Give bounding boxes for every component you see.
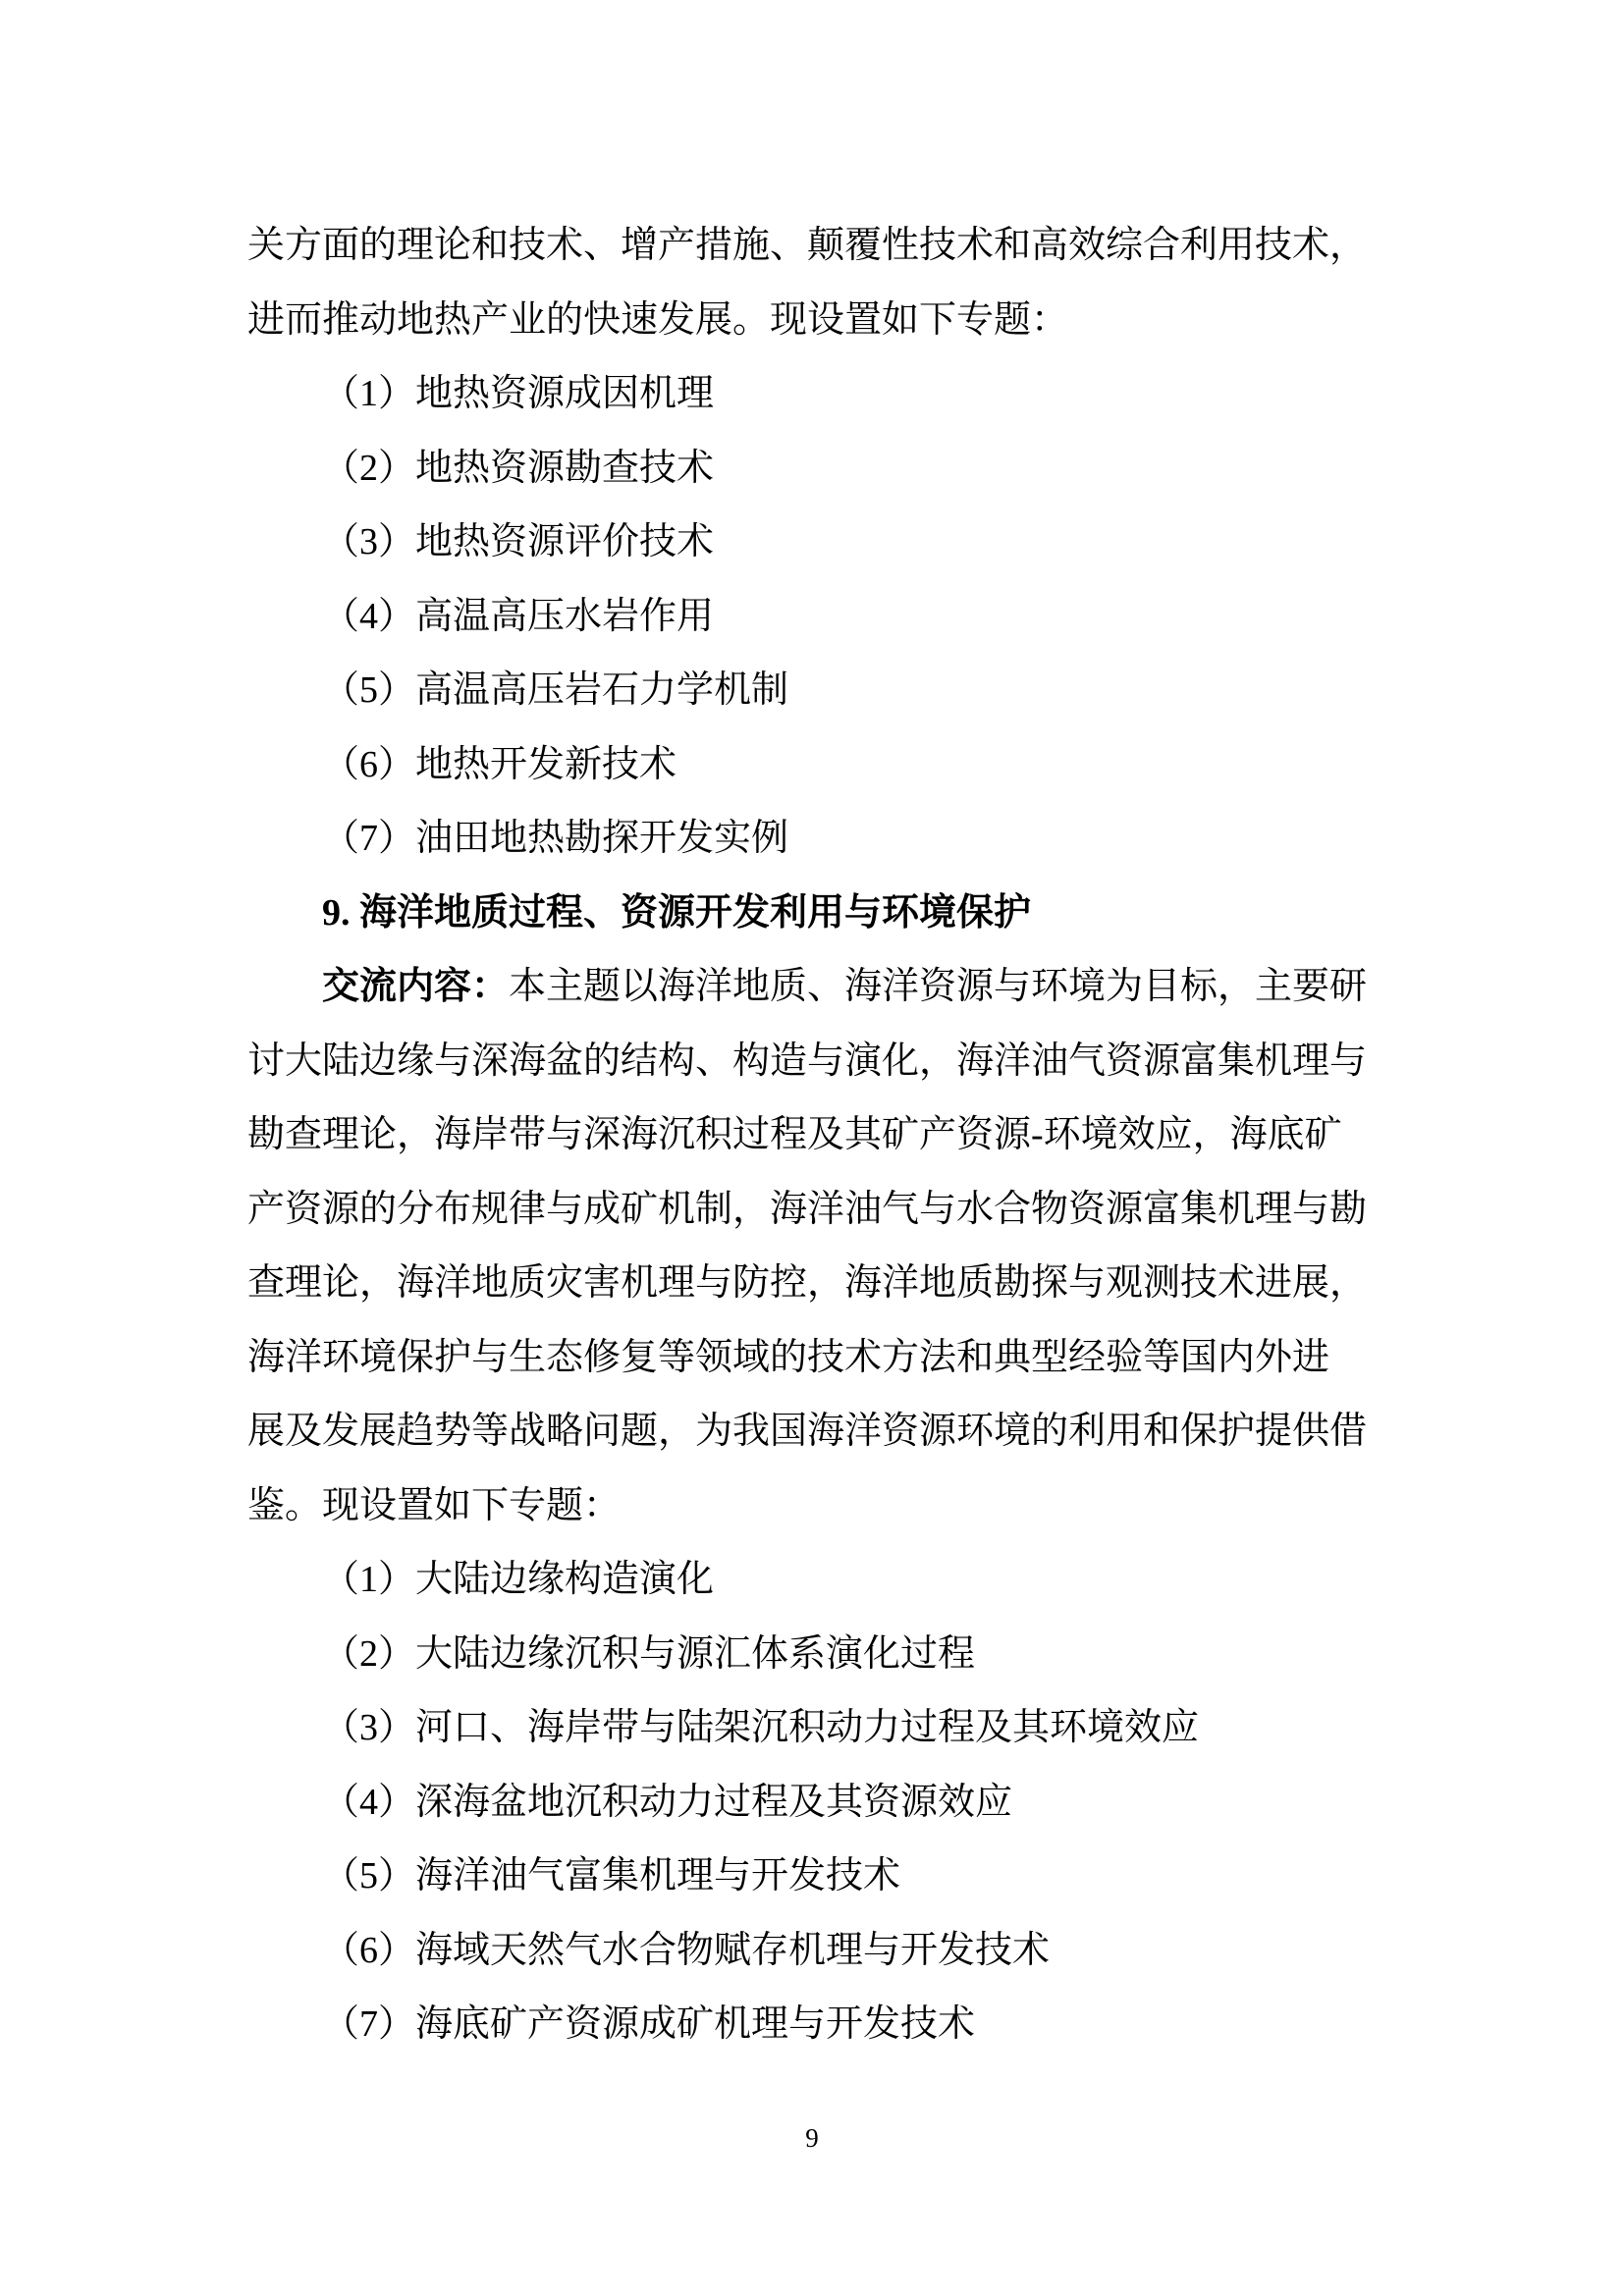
section-9-intro-line: 勘查理论，海岸带与深海沉积过程及其矿产资源-环境效应，海底矿 [247,1114,1342,1155]
section-9-intro-line: 海洋环境保护与生态修复等领域的技术方法和典型经验等国内外进 [247,1336,1330,1378]
section-9-intro-line: 产资源的分布规律与成矿机制，海洋油气与水合物资源富集机理与勘 [247,1188,1368,1230]
page-body-text [247,209,1377,2062]
marine-topic-item: （2）大陆边缘沉积与源汇体系演化过程 [322,1632,976,1675]
geothermal-topic-item: （3）地热资源评价技术 [322,521,715,562]
geothermal-topic-item: （1）地热资源成因机理 [322,373,715,414]
intro-first-text: 本主题以海洋地质、海洋资源与环境为目标，主要研 [509,966,1368,1007]
section-9-intro-line: 讨大陆边缘与深海盆的结构、构造与演化，海洋油气资源富集机理与 [247,1040,1368,1082]
paragraph-continued-line-2: 进而推动地热产业的快速发展。现设置如下专题： [247,298,1069,341]
marine-topic-item: （5）海洋油气富集机理与开发技术 [322,1855,901,1896]
paragraph-continued-line-1: 关方面的理论和技术、增产措施、颠覆性技术和高效综合利用技术， [247,225,1368,266]
section-9-intro-line: 查理论，海洋地质灾害机理与防控，海洋地质勘探与观测技术进展， [247,1262,1368,1304]
marine-topic-item: （1）大陆边缘构造演化 [322,1559,715,1600]
marine-topic-item: （7）海底矿产资源成矿机理与开发技术 [322,2003,976,2045]
geothermal-topic-item: （4）高温高压水岩作用 [322,595,715,637]
intro-label: 交流内容： [322,966,510,1007]
geothermal-topic-item: （6）地热开发新技术 [322,743,677,785]
marine-topic-item: （4）深海盆地沉积动力过程及其资源效应 [322,1781,1013,1823]
geothermal-topic-item: （5）高温高压岩石力学机制 [322,669,789,711]
section-9-intro-line: 展及发展趋势等战略问题，为我国海洋资源环境的利用和保护提供借 [247,1411,1368,1452]
geothermal-topic-item: （2）地热资源勘查技术 [322,447,715,489]
marine-topic-item: （6）海域天然气水合物赋存机理与开发技术 [322,1929,1051,1971]
marine-topic-item: （3）河口、海岸带与陆架沉积动力过程及其环境效应 [322,1707,1200,1748]
page-number: 9 [805,2123,819,2153]
geothermal-topic-item: （7）油田地热勘探开发实例 [322,818,789,859]
section-9-heading: 9. 海洋地质过程、资源开发利用与环境保护 [322,891,1032,934]
section-9-intro-line: 鉴。现设置如下专题： [247,1484,622,1526]
section-9-intro-line-1 [247,950,1377,1025]
